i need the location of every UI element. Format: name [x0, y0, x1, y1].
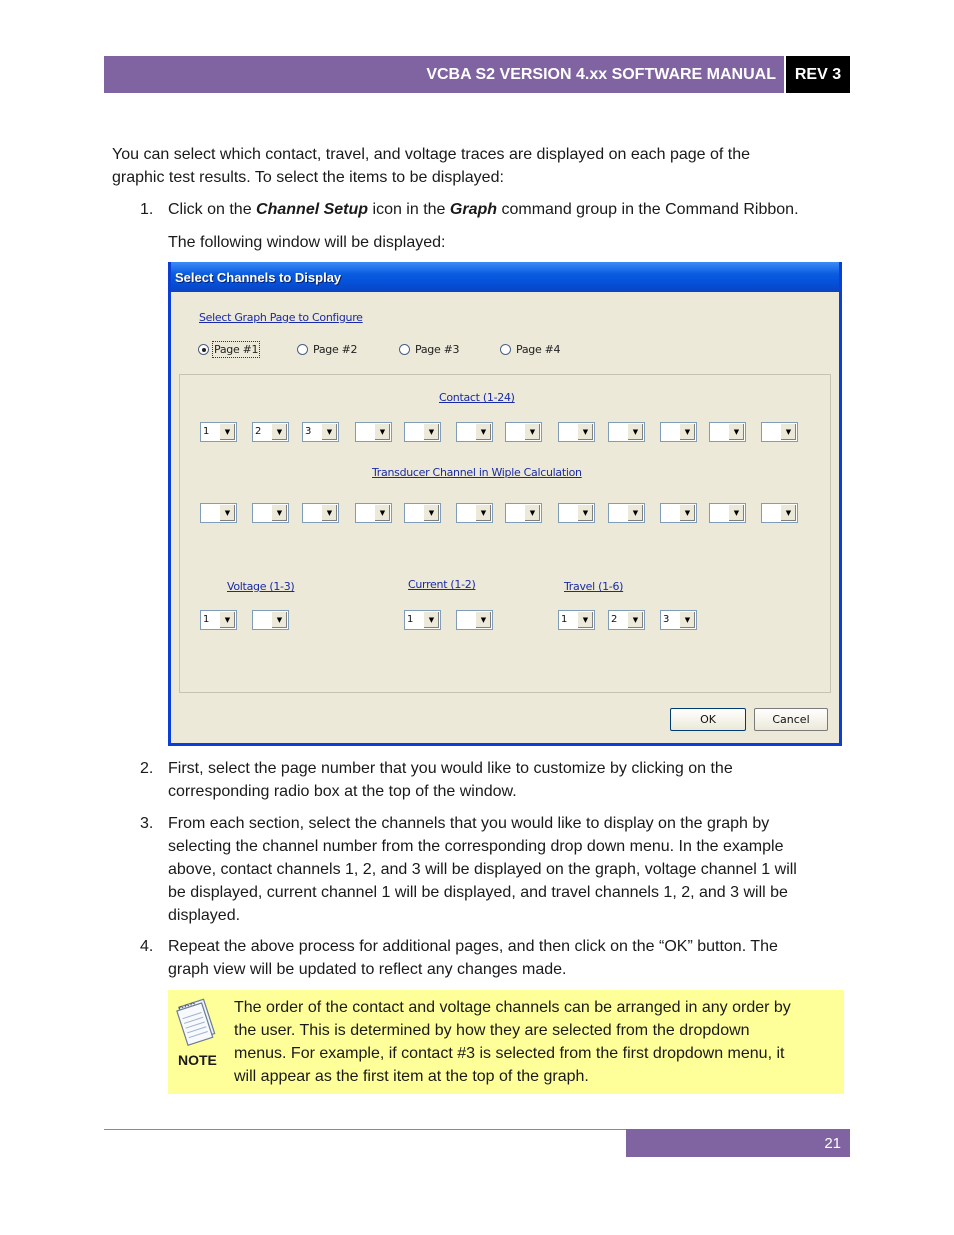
- dropdown-arrow-icon[interactable]: ▼: [728, 505, 744, 521]
- transducer-combo-4[interactable]: [355, 503, 392, 523]
- travel-combo-2-value: 2: [611, 614, 618, 625]
- dropdown-arrow-icon[interactable]: ▼: [423, 505, 439, 521]
- note-line-3: menus. For example, if contact #3 is selected from the first dropdown menu, it: [234, 1045, 785, 1062]
- step-3-line-5: displayed.: [168, 907, 241, 924]
- transducer-combo-8[interactable]: [558, 503, 595, 523]
- footer-page-bar: [626, 1129, 850, 1157]
- step-1-text: [168, 198, 848, 221]
- travel-combo-3-value: 3: [663, 614, 670, 625]
- contact-combo-9[interactable]: [608, 422, 645, 442]
- note-text: [234, 996, 839, 1088]
- current-label: Current (1-2): [408, 578, 476, 591]
- dropdown-arrow-icon[interactable]: ▼: [374, 505, 390, 521]
- dropdown-arrow-icon[interactable]: ▼: [219, 612, 235, 628]
- transducer-combo-10[interactable]: [660, 503, 697, 523]
- cancel-button[interactable]: Cancel: [754, 708, 828, 731]
- contact-combo-5[interactable]: [404, 422, 441, 442]
- step-1-subtext: The following window will be displayed:: [168, 234, 446, 251]
- transducer-combo-9[interactable]: [608, 503, 645, 523]
- travel-label: Travel (1-6): [564, 580, 624, 593]
- radio-page-4-label: Page #4: [516, 343, 561, 356]
- radio-page-1-label: Page #1: [214, 343, 259, 356]
- step-4-line-2: graph view will be updated to reflect any changes made.: [168, 961, 567, 978]
- radio-page-3-label: Page #3: [415, 343, 460, 356]
- notepad-icon: [172, 994, 224, 1053]
- transducer-combo-1[interactable]: [200, 503, 237, 523]
- note-box: [168, 990, 844, 1094]
- dialog-title: Select Channels to Display: [175, 269, 342, 285]
- transducer-combo-11[interactable]: [709, 503, 746, 523]
- contact-combo-3[interactable]: [302, 422, 339, 442]
- ok-button[interactable]: OK: [670, 708, 746, 731]
- step-4-number: 4.: [140, 938, 154, 955]
- dropdown-arrow-icon[interactable]: ▼: [679, 505, 695, 521]
- contact-combo-1[interactable]: [200, 422, 237, 442]
- intro-line-1: You can select which contact, travel, and voltage traces are displayed on each page of the: [112, 146, 751, 163]
- footer-divider: [104, 1129, 626, 1130]
- contact-combo-3-value: 3: [305, 426, 312, 437]
- step-1-number: 1.: [140, 201, 154, 218]
- select-channels-dialog: [168, 262, 842, 746]
- radio-page-3[interactable]: [399, 343, 459, 356]
- radio-unselected-icon: [500, 344, 511, 355]
- dropdown-arrow-icon[interactable]: ▼: [577, 424, 593, 440]
- dropdown-arrow-icon[interactable]: ▼: [321, 424, 337, 440]
- graph-term: Graph: [449, 201, 498, 218]
- dropdown-arrow-icon[interactable]: ▼: [577, 612, 593, 628]
- dropdown-arrow-icon[interactable]: ▼: [321, 505, 337, 521]
- step-4-line-1: Repeat the above process for additional pages, and then click on the “OK” button. The: [168, 938, 778, 955]
- intro-line-2: graphic test results. To select the items to be displayed:: [112, 169, 504, 186]
- contact-combo-8[interactable]: [558, 422, 595, 442]
- dropdown-arrow-icon[interactable]: ▼: [728, 424, 744, 440]
- voltage-combo-2[interactable]: [252, 610, 289, 630]
- radio-page-2-label: Page #2: [313, 343, 358, 356]
- dropdown-arrow-icon[interactable]: ▼: [423, 424, 439, 440]
- voltage-label: Voltage (1-3): [227, 580, 295, 593]
- contact-combo-11[interactable]: [709, 422, 746, 442]
- voltage-combo-1[interactable]: [200, 610, 237, 630]
- contact-combo-7[interactable]: [505, 422, 542, 442]
- dropdown-arrow-icon[interactable]: ▼: [627, 612, 643, 628]
- current-combo-1[interactable]: [404, 610, 441, 630]
- revision-label: REV 3: [794, 65, 842, 83]
- page-number: 21: [824, 1134, 841, 1152]
- dropdown-arrow-icon[interactable]: ▼: [271, 612, 287, 628]
- dropdown-arrow-icon[interactable]: ▼: [475, 424, 491, 440]
- dropdown-arrow-icon[interactable]: ▼: [627, 505, 643, 521]
- dropdown-arrow-icon[interactable]: ▼: [780, 505, 796, 521]
- dropdown-arrow-icon[interactable]: ▼: [780, 424, 796, 440]
- channel-setup-term: Channel Setup: [256, 201, 369, 218]
- step-3-line-1: From each section, select the channels that you would like to display on the graph by: [168, 815, 770, 832]
- step-3-line-4: be displayed, current channel 1 will be displayed, and travel channels 1, 2, and 3 will be: [168, 884, 788, 901]
- transducer-label: Transducer Channel in Wiple Calculation: [372, 466, 582, 479]
- dropdown-arrow-icon[interactable]: ▼: [524, 505, 540, 521]
- radio-page-1[interactable]: [198, 343, 258, 356]
- step-1-mid: icon in the: [368, 201, 450, 218]
- note-line-2: the user. This is determined by how they are selected from the dropdown: [234, 1022, 750, 1039]
- voltage-combo-1-value: 1: [203, 614, 210, 625]
- dropdown-arrow-icon[interactable]: ▼: [271, 505, 287, 521]
- dropdown-arrow-icon[interactable]: ▼: [423, 612, 439, 628]
- radio-page-2[interactable]: [297, 343, 357, 356]
- step-3-line-3: above, contact channels 1, 2, and 3 will be displayed on the graph, voltage channel 1 will: [168, 861, 797, 878]
- step-4-text: [168, 935, 848, 981]
- page-select-label: Select Graph Page to Configure: [199, 311, 363, 324]
- contact-combo-6[interactable]: [456, 422, 493, 442]
- step-3-number: 3.: [140, 815, 154, 832]
- dropdown-arrow-icon[interactable]: ▼: [475, 612, 491, 628]
- note-line-4: will appear as the first item at the top of the graph.: [234, 1068, 589, 1085]
- step-2-line-1: First, select the page number that you would like to customize by clicking on the: [168, 760, 733, 777]
- manual-title: VCBA S2 VERSION 4.xx SOFTWARE MANUAL: [426, 65, 776, 83]
- step-1-pre: Click on the: [168, 201, 257, 218]
- contact-label: Contact (1-24): [439, 391, 515, 404]
- current-combo-1-value: 1: [407, 614, 414, 625]
- dropdown-arrow-icon[interactable]: ▼: [271, 424, 287, 440]
- transducer-combo-12[interactable]: [761, 503, 798, 523]
- transducer-combo-2[interactable]: [252, 503, 289, 523]
- note-line-1: The order of the contact and voltage channels can be arranged in any order by: [234, 999, 791, 1016]
- step-1-post: command group in the Command Ribbon.: [497, 201, 799, 218]
- dropdown-arrow-icon[interactable]: ▼: [577, 505, 593, 521]
- transducer-combo-5[interactable]: [404, 503, 441, 523]
- current-combo-2[interactable]: [456, 610, 493, 630]
- step-2-number: 2.: [140, 760, 154, 777]
- radio-selected-icon: [198, 344, 209, 355]
- transducer-combo-3[interactable]: [302, 503, 339, 523]
- step-2-text: [168, 757, 848, 803]
- note-label: NOTE: [178, 1052, 217, 1068]
- contact-combo-12[interactable]: [761, 422, 798, 442]
- dropdown-arrow-icon[interactable]: ▼: [679, 612, 695, 628]
- dropdown-arrow-icon[interactable]: ▼: [679, 424, 695, 440]
- travel-combo-1[interactable]: [558, 610, 595, 630]
- intro-paragraph: [112, 143, 842, 189]
- dropdown-arrow-icon[interactable]: ▼: [524, 424, 540, 440]
- contact-combo-1-value: 1: [203, 426, 210, 437]
- radio-unselected-icon: [297, 344, 308, 355]
- step-2-line-2: corresponding radio box at the top of the window.: [168, 783, 517, 800]
- dropdown-arrow-icon[interactable]: ▼: [627, 424, 643, 440]
- contact-combo-2-value: 2: [255, 426, 262, 437]
- contact-combo-4[interactable]: [355, 422, 392, 442]
- travel-combo-3[interactable]: [660, 610, 697, 630]
- dropdown-arrow-icon[interactable]: ▼: [219, 424, 235, 440]
- radio-page-4[interactable]: [500, 343, 560, 356]
- header-title-bar: [104, 56, 784, 93]
- contact-combo-10[interactable]: [660, 422, 697, 442]
- radio-unselected-icon: [399, 344, 410, 355]
- transducer-combo-7[interactable]: [505, 503, 542, 523]
- dropdown-arrow-icon[interactable]: ▼: [374, 424, 390, 440]
- dropdown-arrow-icon[interactable]: ▼: [475, 505, 491, 521]
- contact-combo-2[interactable]: [252, 422, 289, 442]
- travel-combo-2[interactable]: [608, 610, 645, 630]
- travel-combo-1-value: 1: [561, 614, 568, 625]
- dropdown-arrow-icon[interactable]: ▼: [219, 505, 235, 521]
- step-3-line-2: selecting the channel number from the corresponding drop down menu. In the example: [168, 838, 784, 855]
- step-3-text: [168, 812, 848, 927]
- dialog-title-bar: [171, 262, 839, 292]
- revision-badge: [786, 56, 850, 93]
- transducer-combo-6[interactable]: [456, 503, 493, 523]
